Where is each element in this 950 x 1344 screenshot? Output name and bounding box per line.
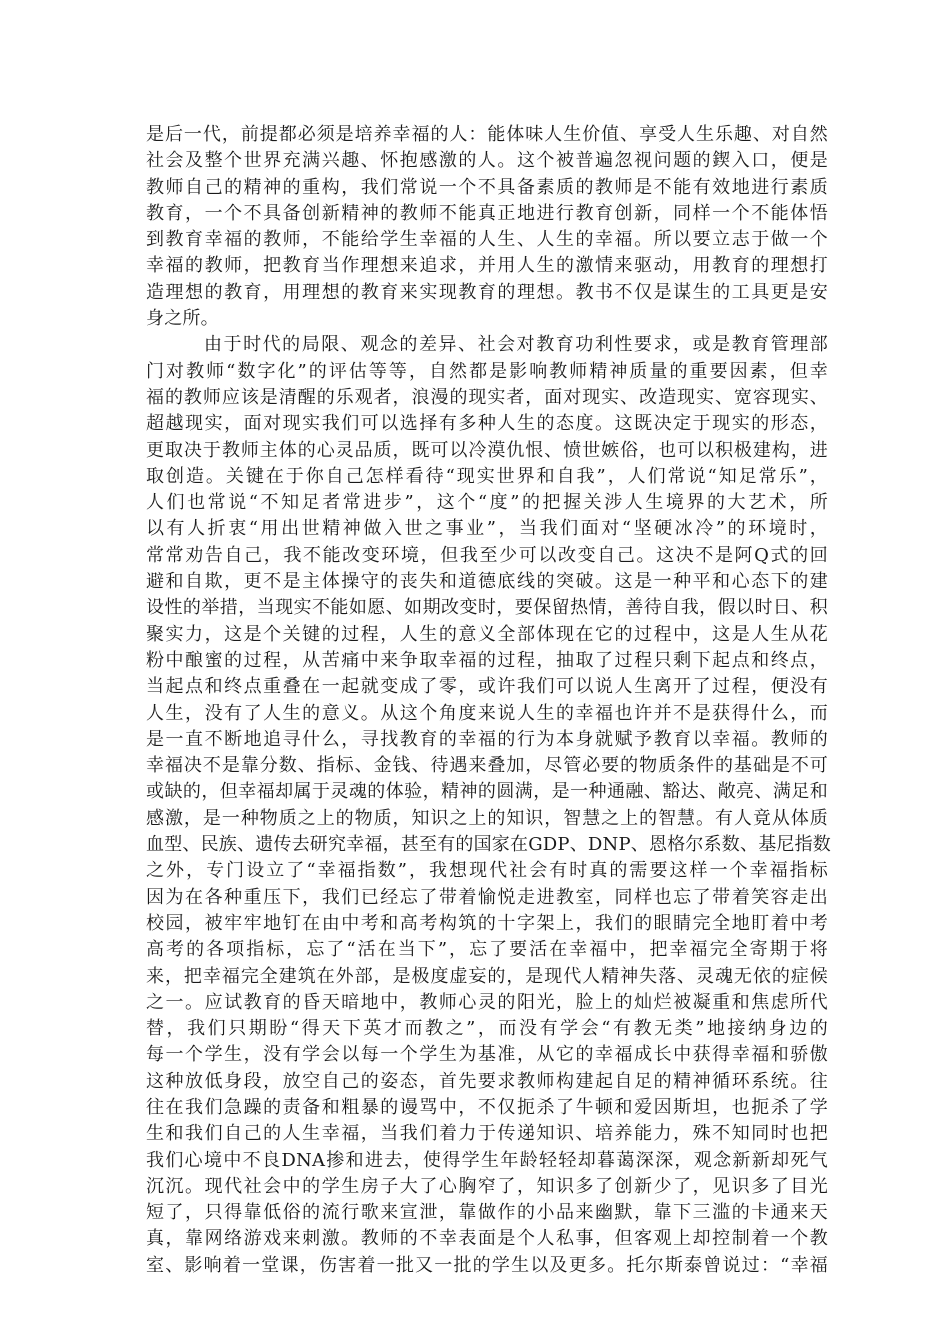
text-line: 我们心境中不良DNA掺和进去，使得学生年龄轻轻却暮蔼深深，观念新新却死气 <box>146 1149 828 1171</box>
text-line: 常常劝告自己，我不能改变环境，但我至少可以改变自己。这决不是阿Q式的回 <box>146 544 828 566</box>
text-line: 替，我们只期盼“得天下英才而教之”，而没有学会“有教无类”地接纳身边的 <box>146 1018 828 1040</box>
text-line: 血型、民族、遗传去研究幸福，甚至有的国家在GDP、DNP、恩格尔系数、基尼指数 <box>146 834 832 856</box>
text-line: 到教育幸福的教师，不能给学生幸福的人生、人生的幸福。所以要立志于做一个 <box>146 229 828 251</box>
text-line: 短了，只得靠低俗的流行歌来宣泄，靠做作的小品来幽默，靠下三滥的卡通来天 <box>146 1202 828 1224</box>
text-line: 聚实力，这是个关键的过程，人生的意义全部体现在它的过程中，这是人生从花 <box>146 623 828 645</box>
text-line: 生和我们自己的人生幸福，当我们着力于传递知识、培养能力，殊不知同时也把 <box>146 1123 828 1145</box>
text-line: 因为在各种重压下，我们已经忘了带着愉悦走进教室，同样也忘了带着笑容走出 <box>146 886 828 908</box>
text-line: 或缺的，但幸福却属于灵魂的体验，精神的圆满，是一种通融、豁达、敞亮、满足和 <box>146 781 828 803</box>
text-line: 往在我们急躁的责备和粗暴的谩骂中，不仅扼杀了牛顿和爱因斯坦，也扼杀了学 <box>146 1096 828 1118</box>
text-line: 取创造。关键在于你自己怎样看待“现实世界和自我”，人们常说“知足常乐”， <box>146 465 828 487</box>
text-line: 高考的各项指标，忘了“活在当下”，忘了要活在幸福中，把幸福完全寄期于将 <box>146 939 828 961</box>
text-line: 造理想的教育，用理想的教育来实现教育的理想。教书不仅是谋生的工具更是安 <box>146 281 828 303</box>
text-line: 是后一代，前提都必须是培养幸福的人：能体味人生价值、享受人生乐趣、对自然 <box>146 124 828 145</box>
text-line: 门对教师“数字化”的评估等等，自然都是影响教师精神质量的重要因素，但幸 <box>146 360 828 382</box>
text-line: 粉中酿蜜的过程，从苦痛中来争取幸福的过程，抽取了过程只剩下起点和终点， <box>146 649 828 671</box>
text-line: 社会及整个世界充满兴趣、怀抱感激的人。这个被普遍忽视问题的鍥入口，便是 <box>146 150 828 172</box>
text-line: 之外，专门设立了“幸福指数”，我想现代社会有时真的需要这样一个幸福指标 <box>146 860 828 882</box>
text-line: 幸福的教师，把教育当作理想来追求，并用人生的激情来驱动，用教育的理想打 <box>146 255 828 277</box>
text-line: 沉沉。现代社会中的学生房子大了心胸窄了，知识多了创新少了，见识多了目光 <box>146 1175 828 1197</box>
text-line: 人生，没有了人生的意义。从这个角度来说人生的幸福也许并不是获得什么，而 <box>146 702 828 724</box>
text-line: 来，把幸福完全建筑在外部，是极度虚妄的，是现代人精神失落、灵魂无依的症候 <box>146 965 828 987</box>
text-line: 当起点和终点重叠在一起就变成了零，或许我们可以说人生离开了过程，便没有 <box>146 676 828 698</box>
text-line: 教师自己的精神的重构，我们常说一个不具备素质的教师是不能有效地进行素质 <box>146 176 828 198</box>
text-line: 身之所。 <box>146 308 219 330</box>
body-text <box>146 122 832 1279</box>
text-line: 这种放低身段，放空自己的姿态，首先要求教师构建起自足的精神循环系统。往 <box>146 1070 828 1092</box>
text-line: 更取决于教师主体的心灵品质，既可以冷漠仇恨、愤世嫉俗，也可以积极建构，进 <box>146 439 828 461</box>
text-line: 超越现实，面对现实我们可以选择有多种人生的态度。这既决定于现实的形态， <box>146 413 828 435</box>
text-line: 真，靠网络游戏来刺激。教师的不幸表面是个人私事，但客观上却控制着一个教 <box>146 1228 828 1250</box>
text-line: 避和自欺，更不是主体操守的丧失和道德底线的突破。这是一种平和心态下的建 <box>146 571 828 593</box>
text-line: 教育，一个不具备创新精神的教师不能真正地进行教育创新，同样一个不能体悟 <box>146 202 828 224</box>
text-line: 校园，被牢牢地钉在由中考和高考构筑的十字架上，我们的眼睛完全地盯着中考 <box>146 912 828 934</box>
text-line: 室、影响着一堂课，伤害着一批又一批的学生以及更多。托尔斯泰曾说过：“幸福 <box>146 1254 828 1276</box>
text-line: 每一个学生，没有学会以每一个学生为基准，从它的幸福成长中获得幸福和骄傲 <box>146 1044 828 1066</box>
text-line: 人们也常说“不知足者常进步”，这个“度”的把握关涉人生境界的大艺术，所 <box>146 492 828 514</box>
text-line: 是一直不断地追寻什么，寻找教育的幸福的行为本身就赋予教育以幸福。教师的 <box>146 728 828 750</box>
text-line: 之一。应试教育的昏天暗地中，教师心灵的阳光，脸上的灿烂被凝重和焦虑所代 <box>146 991 828 1013</box>
text-line: 福的教师应该是清醒的乐观者，浪漫的现实者，面对现实、改造现实、宽容现实、 <box>146 386 828 408</box>
text-line: 感激，是一种物质之上的物质，知识之上的知识，智慧之上的智慧。有人竟从体质 <box>146 807 828 829</box>
text-line: 幸福决不是靠分数、指标、金钱、待遇来叠加，尽管必要的物质条件的基础是不可 <box>146 755 828 777</box>
text-line: 以有人折衷“用出世精神做入世之事业”，当我们面对“坚硬冰冷”的环境时， <box>146 518 828 540</box>
text-line: 设性的举措，当现实不能如愿、如期改变时，要保留热情，善待自我，假以时日、积 <box>146 597 828 619</box>
text-line: 由于时代的局限、观念的差异、社会对教育功利性要求，或是教育管理部 <box>204 334 828 356</box>
